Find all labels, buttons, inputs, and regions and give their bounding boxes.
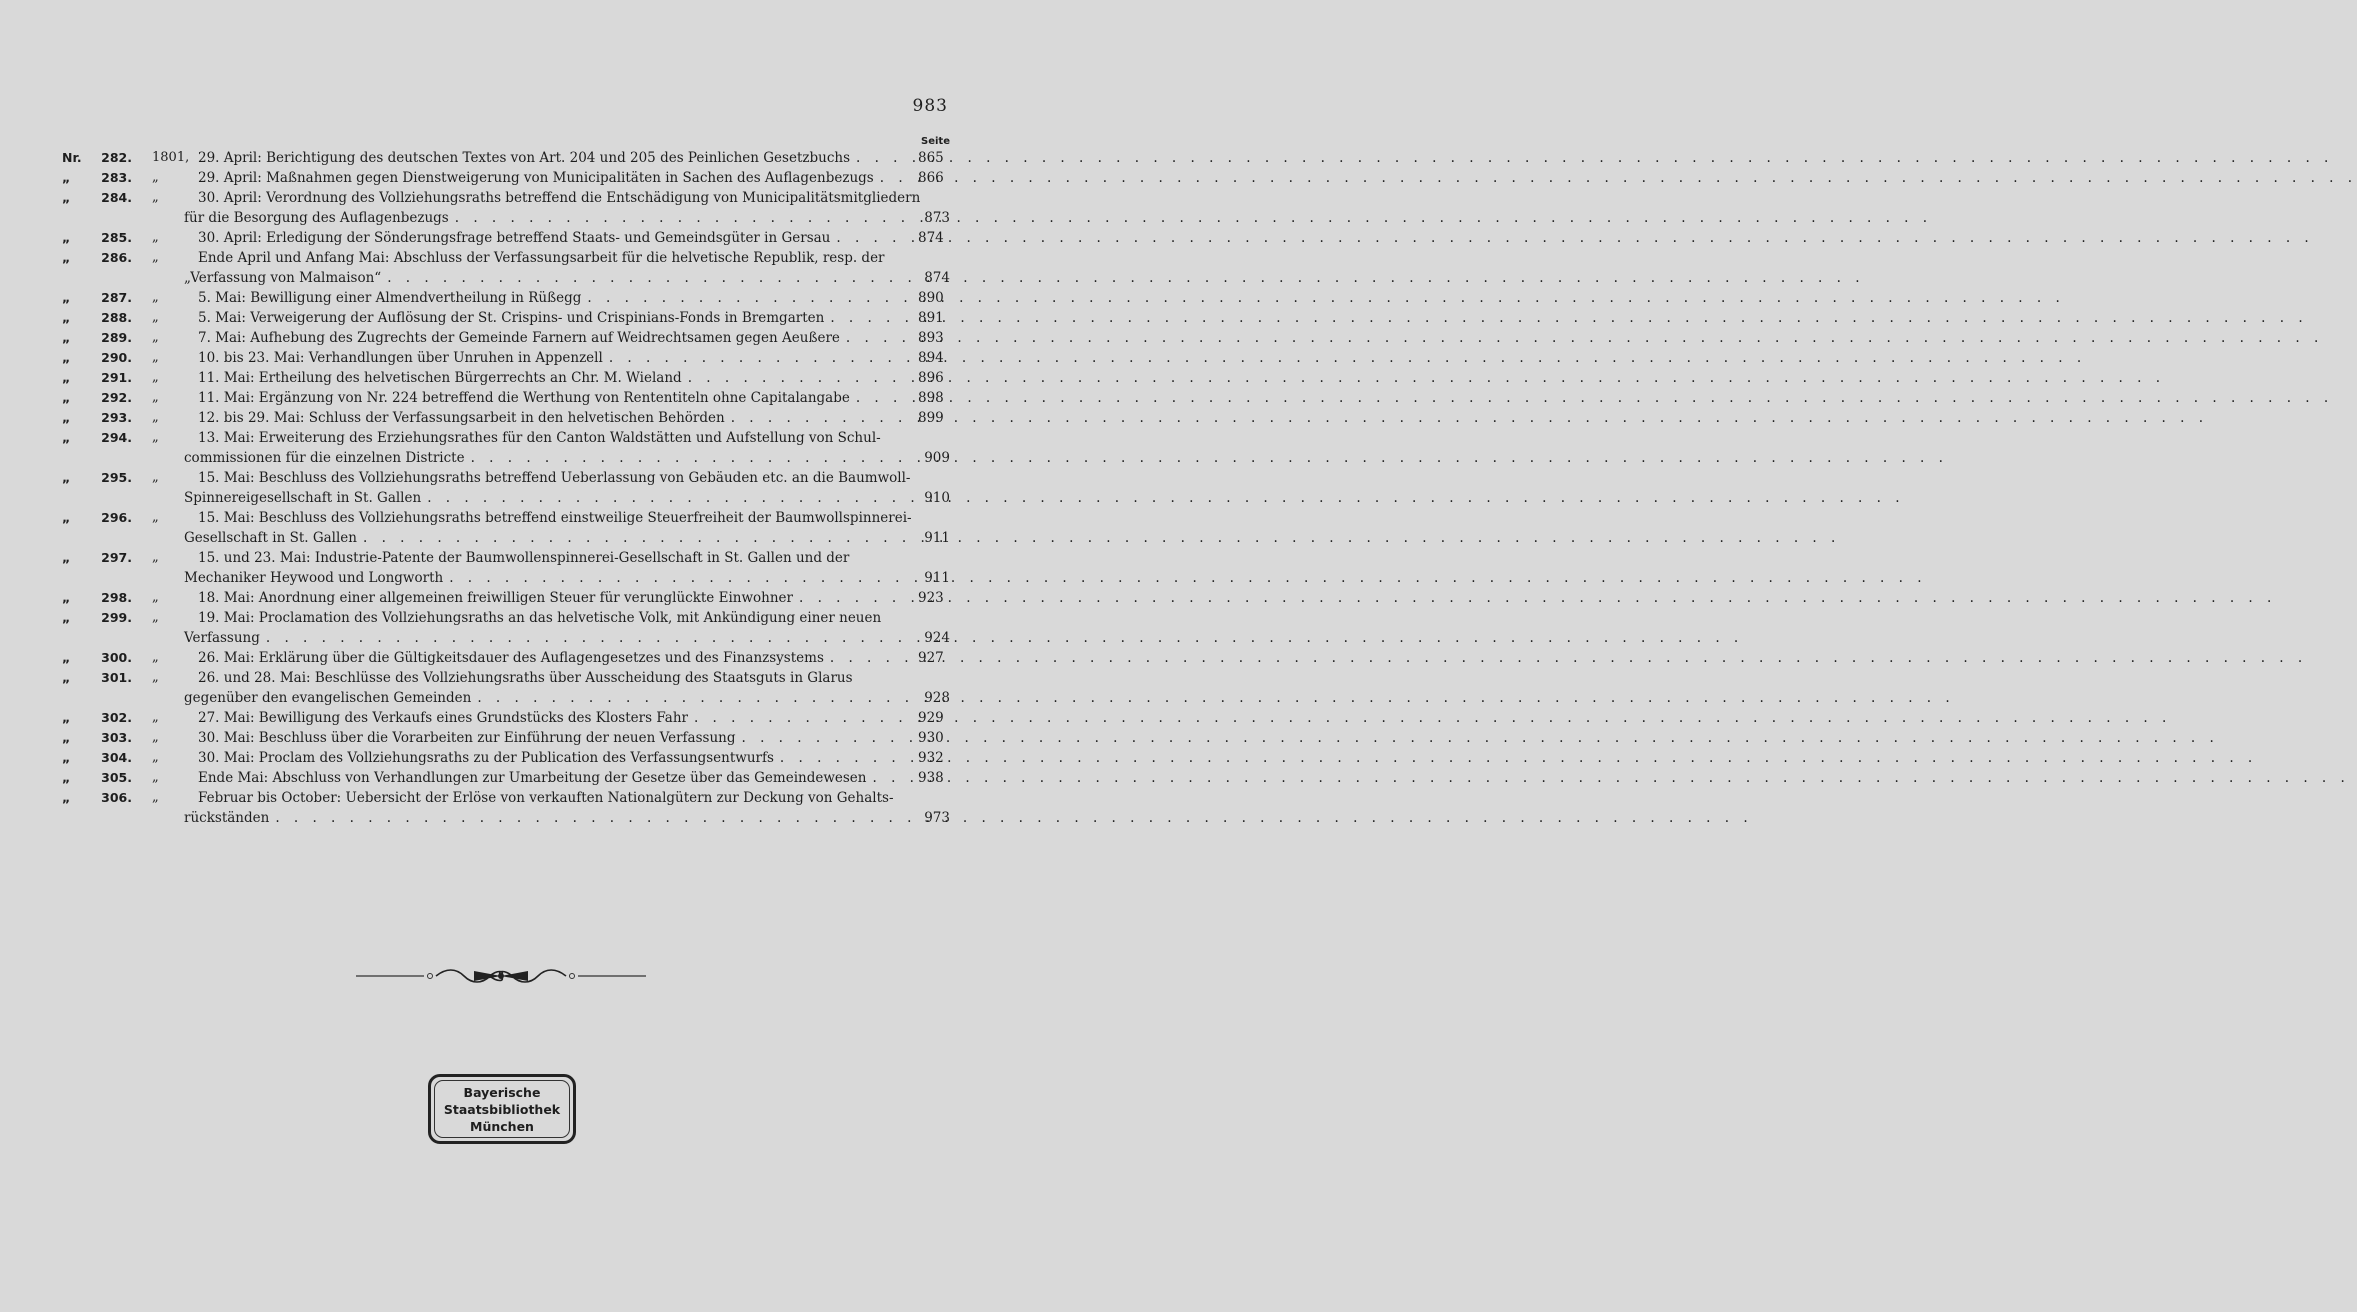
dot-leader — [682, 368, 918, 388]
entry-marker: „ — [62, 610, 71, 625]
entry-number: 303. — [101, 730, 132, 745]
toc-entry — [62, 768, 950, 788]
page-reference: 865 — [918, 150, 944, 166]
toc-entry — [62, 728, 950, 748]
entry-title-continued: rückständen — [184, 810, 270, 826]
entry-year: „ — [152, 730, 159, 745]
entry-marker: „ — [62, 250, 71, 265]
toc-entry — [62, 148, 950, 168]
dot-leader — [421, 488, 918, 508]
entry-marker: Nr. — [62, 150, 82, 165]
entry-title: 26. Mai: Erklärung über die Gültigkeitsdauer des Auflagengesetzes und des Finanzsystems — [198, 650, 824, 666]
entry-title-continued: Verfassung — [184, 630, 260, 646]
entry-number: 294. — [101, 430, 132, 445]
entry-year: 1801, — [152, 150, 190, 165]
entry-title: 29. April: Maßnahmen gegen Dienstweigerung von Municipalitäten in Sachen des Auflagenbezugs — [198, 170, 874, 186]
entry-year: „ — [152, 170, 159, 185]
entry-title: 26. und 28. Mai: Beschlüsse des Vollziehungsraths über Ausscheidung des Staatsguts in Glarus — [198, 670, 853, 686]
dot-leader — [830, 228, 918, 248]
dot-leader — [874, 168, 918, 188]
entry-title-continued: commissionen für die einzelnen Districte — [184, 450, 465, 466]
dot-leader — [850, 148, 918, 168]
toc-entry — [62, 248, 950, 288]
entry-title: 15. Mai: Beschluss des Vollziehungsraths betreffend einstweilige Steuerfreiheit der Baumwollspinnerei- — [198, 510, 912, 526]
page-reference: 894 — [918, 350, 944, 366]
page-reference: 873 — [924, 210, 950, 226]
entry-number: 297. — [101, 550, 132, 565]
dot-leader — [688, 708, 918, 728]
entry-year: „ — [152, 350, 159, 365]
entry-marker: „ — [62, 410, 71, 425]
dot-leader — [269, 808, 918, 828]
entry-title: 18. Mai: Anordnung einer allgemeinen freiwilligen Steuer für verunglückte Einwohner — [198, 590, 793, 606]
entry-year: „ — [152, 790, 159, 805]
dot-leader — [471, 688, 918, 708]
entry-year: „ — [152, 330, 159, 345]
entry-title: Ende Mai: Abschluss von Verhandlungen zur Umarbeitung der Gesetze über das Gemeindewesen — [198, 770, 867, 786]
page-reference: 896 — [918, 370, 944, 386]
entry-title: 7. Mai: Aufhebung des Zugrechts der Gemeinde Farnern auf Weidrechtsamen gegen Aeußere — [198, 330, 840, 346]
entry-marker: „ — [62, 290, 71, 305]
entry-title: 15. und 23. Mai: Industrie-Patente der Baumwollenspinnerei-Gesellschaft in St. Gallen und der — [198, 550, 850, 566]
page-reference: 866 — [918, 170, 944, 186]
dot-leader — [357, 528, 918, 548]
entry-marker: „ — [62, 510, 71, 525]
entry-number: 296. — [101, 510, 132, 525]
entry-title: 30. Mai: Beschluss über die Vorarbeiten zur Einführung der neuen Verfassung — [198, 730, 736, 746]
entry-marker: „ — [62, 710, 71, 725]
page-reference: 930 — [918, 730, 944, 746]
entry-year: „ — [152, 710, 159, 725]
entry-number: 290. — [101, 350, 132, 365]
toc-entry — [62, 748, 950, 768]
entry-number: 291. — [101, 370, 132, 385]
toc-entry — [62, 408, 950, 428]
entry-title-continued: Gesellschaft in St. Gallen — [184, 530, 357, 546]
page-number: 983 — [912, 96, 948, 116]
dot-leader — [725, 408, 918, 428]
entry-title: 27. Mai: Bewilligung des Verkaufs eines Grundstücks des Klosters Fahr — [198, 710, 688, 726]
entry-year: „ — [152, 310, 159, 325]
page-reference: 928 — [924, 690, 950, 706]
entry-title: 5. Mai: Verweigerung der Auflösung der St. Crispins- und Crispinians-Fonds in Bremgarten — [198, 310, 825, 326]
entry-marker: „ — [62, 790, 71, 805]
entry-marker: „ — [62, 230, 71, 245]
entry-marker: „ — [62, 170, 71, 185]
entry-marker: „ — [62, 430, 71, 445]
entry-number: 304. — [101, 750, 132, 765]
page-reference: 929 — [918, 710, 944, 726]
entry-marker: „ — [62, 470, 71, 485]
entry-year: „ — [152, 410, 159, 425]
dot-leader — [774, 748, 918, 768]
entry-number: 305. — [101, 770, 132, 785]
entry-year: „ — [152, 390, 159, 405]
toc-entry — [62, 608, 950, 648]
entry-number: 302. — [101, 710, 132, 725]
page-reference: 911 — [924, 530, 950, 546]
page-reference: 911 — [924, 570, 950, 586]
dot-leader — [824, 648, 918, 668]
dot-leader — [824, 308, 918, 328]
entry-marker: „ — [62, 730, 71, 745]
entry-title: 5. Mai: Bewilligung einer Almendvertheilung in Rüßegg — [198, 290, 582, 306]
entry-year: „ — [152, 750, 159, 765]
entry-year: „ — [152, 650, 159, 665]
entry-title: 30. April: Erledigung der Sönderungsfrage betreffend Staats- und Gemeindsgüter in Gersau — [198, 230, 831, 246]
toc-entry — [62, 168, 950, 188]
entry-year: „ — [152, 250, 159, 265]
entry-year: „ — [152, 770, 159, 785]
dot-leader — [260, 628, 918, 648]
page-reference: 938 — [918, 770, 944, 786]
toc-entry — [62, 188, 950, 228]
entry-number: 282. — [101, 150, 132, 165]
dot-leader — [850, 388, 918, 408]
dot-leader — [465, 448, 918, 468]
entry-year: „ — [152, 470, 159, 485]
entry-marker: „ — [62, 350, 71, 365]
toc-entry — [62, 368, 950, 388]
entry-title: 13. Mai: Erweiterung des Erziehungsrathes für den Canton Waldstätten und Aufstellung von Schul- — [198, 430, 881, 446]
entry-year: „ — [152, 670, 159, 685]
entry-marker: „ — [62, 650, 71, 665]
entry-number: 306. — [101, 790, 132, 805]
toc-entry — [62, 388, 950, 408]
entry-marker: „ — [62, 310, 71, 325]
entry-marker: „ — [62, 590, 71, 605]
entry-number: 292. — [101, 390, 132, 405]
toc-entry — [62, 588, 950, 608]
toc-entry — [62, 308, 950, 328]
entry-number: 295. — [101, 470, 132, 485]
entry-number: 298. — [101, 590, 132, 605]
page-reference: 891 — [918, 310, 944, 326]
entry-title: 10. bis 23. Mai: Verhandlungen über Unruhen in Appenzell — [198, 350, 603, 366]
dot-leader — [867, 768, 919, 788]
stamp-line-2: Staatsbibliothek — [443, 1102, 561, 1117]
entry-title: 29. April: Berichtigung des deutschen Textes von Art. 204 und 205 des Peinlichen Gesetzbuchs — [198, 150, 851, 166]
entry-number: 299. — [101, 610, 132, 625]
toc-entry — [62, 668, 950, 708]
dot-leader — [381, 268, 918, 288]
page-reference: 924 — [924, 630, 950, 646]
entry-title: 19. Mai: Proclamation des Vollziehungsraths an das helvetische Volk, mit Ankündigung einer neuen — [198, 610, 882, 626]
page-reference: 874 — [918, 230, 944, 246]
entry-number: 287. — [101, 290, 132, 305]
entry-marker: „ — [62, 670, 71, 685]
toc-entry — [62, 228, 950, 248]
entry-year: „ — [152, 230, 159, 245]
toc-entry — [62, 708, 950, 728]
dot-leader — [603, 348, 918, 368]
entry-number: 300. — [101, 650, 132, 665]
entry-title: 30. Mai: Proclam des Vollziehungsraths zu der Publication des Verfassungsentwurfs — [198, 750, 774, 766]
page-reference: 927 — [918, 650, 944, 666]
entry-title: Februar bis October: Uebersicht der Erlöse von verkauften Nationalgütern zur Deckung von Gehalts- — [198, 790, 894, 806]
entry-marker: „ — [62, 550, 71, 565]
table-of-contents — [62, 148, 950, 828]
entry-marker: „ — [62, 770, 71, 785]
toc-entry — [62, 428, 950, 468]
page-reference: 898 — [918, 390, 944, 406]
entry-year: „ — [152, 550, 159, 565]
entry-marker: „ — [62, 390, 71, 405]
entry-number: 284. — [101, 190, 132, 205]
entry-title-continued: für die Besorgung des Auflagenbezugs — [184, 210, 449, 226]
toc-entry — [62, 288, 950, 308]
entry-title-continued: gegenüber den evangelischen Gemeinden — [184, 690, 472, 706]
entry-title: 30. April: Verordnung des Vollziehungsraths betreffend die Entschädigung von Municipalitätsmitgliedern — [198, 190, 921, 206]
page-reference: 973 — [924, 810, 950, 826]
entry-marker: „ — [62, 330, 71, 345]
toc-entry — [62, 468, 950, 508]
entry-title: Ende April und Anfang Mai: Abschluss der Verfassungsarbeit für die helvetische Republik, resp. der — [198, 250, 885, 266]
dot-leader — [840, 328, 918, 348]
entry-title: 11. Mai: Ergänzung von Nr. 224 betreffend die Werthung von Rententiteln ohne Capitalangabe — [198, 390, 850, 406]
entry-title: 15. Mai: Beschluss des Vollziehungsraths betreffend Ueberlassung von Gebäuden etc. an die Baumwoll- — [198, 470, 911, 486]
entry-title: 11. Mai: Ertheilung des helvetischen Bürgerrechts an Chr. M. Wieland — [198, 370, 682, 386]
toc-entry — [62, 548, 950, 588]
dot-leader — [581, 288, 918, 308]
entry-year: „ — [152, 190, 159, 205]
ornament-divider — [356, 966, 646, 986]
entry-year: „ — [152, 290, 159, 305]
entry-number: 289. — [101, 330, 132, 345]
entry-marker: „ — [62, 190, 71, 205]
entry-year: „ — [152, 370, 159, 385]
entry-title-continued: „Verfassung von Malmaison“ — [184, 270, 382, 286]
entry-marker: „ — [62, 370, 71, 385]
page-reference: 909 — [924, 450, 950, 466]
entry-year: „ — [152, 430, 159, 445]
entry-marker: „ — [62, 750, 71, 765]
toc-entry — [62, 508, 950, 548]
entry-number: 286. — [101, 250, 132, 265]
toc-entry — [62, 348, 950, 368]
stamp-line-1: Bayerische — [463, 1085, 541, 1100]
seite-column-header: Seite — [921, 136, 950, 147]
toc-entry — [62, 788, 950, 828]
page-reference: 910 — [924, 490, 950, 506]
entry-number: 285. — [101, 230, 132, 245]
entry-number: 283. — [101, 170, 132, 185]
page-reference: 890 — [918, 290, 944, 306]
dot-leader — [449, 208, 918, 228]
page-reference: 932 — [918, 750, 944, 766]
toc-entry — [62, 328, 950, 348]
dot-leader — [736, 728, 919, 748]
entry-year: „ — [152, 510, 159, 525]
library-stamp — [428, 1074, 576, 1144]
page-reference: 893 — [918, 330, 944, 346]
toc-entry — [62, 648, 950, 668]
entry-number: 288. — [101, 310, 132, 325]
entry-year: „ — [152, 590, 159, 605]
entry-number: 301. — [101, 670, 132, 685]
entry-title-continued: Mechaniker Heywood und Longworth — [184, 570, 444, 586]
entry-title: 12. bis 29. Mai: Schluss der Verfassungsarbeit in den helvetischen Behörden — [198, 410, 725, 426]
dot-leader — [443, 568, 918, 588]
entry-number: 293. — [101, 410, 132, 425]
entry-year: „ — [152, 610, 159, 625]
dot-leader — [793, 588, 918, 608]
entry-title-continued: Spinnereigesellschaft in St. Gallen — [184, 490, 422, 506]
page-reference: 923 — [918, 590, 944, 606]
stamp-line-3: München — [470, 1119, 534, 1134]
page-reference: 874 — [924, 270, 950, 286]
page-reference: 899 — [918, 410, 944, 426]
